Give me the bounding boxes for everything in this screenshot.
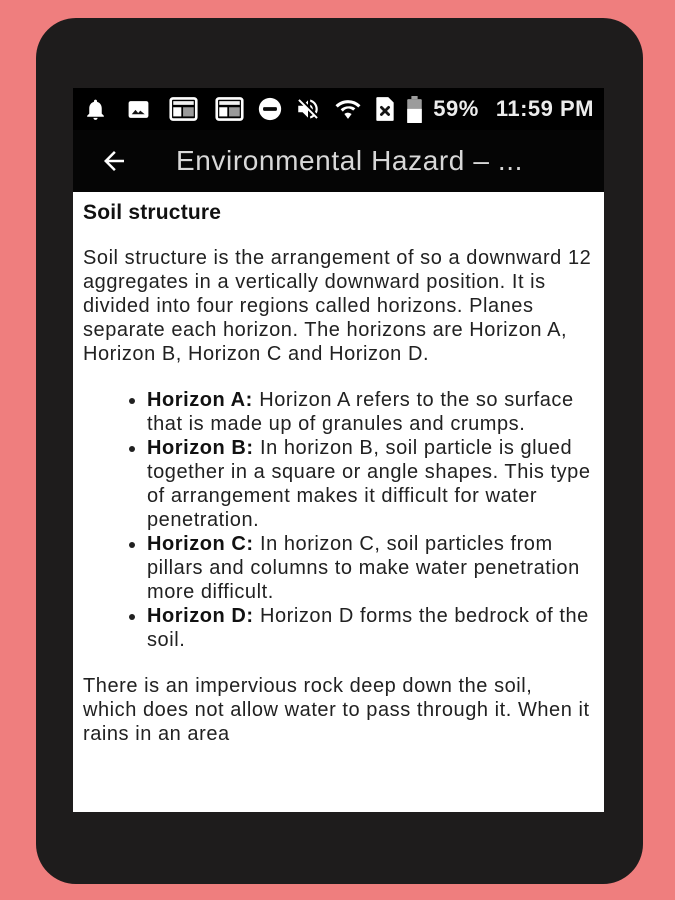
- status-bar: [73, 88, 604, 130]
- list-item-label: Horizon A:: [147, 389, 253, 411]
- article-intro: Soil structure is the arrangement of so a downward 12 aggregates in a vertically downward position. It is divided into four regions called horizons. Planes separate each horizon. The horizons are Horizon A, Horizon B, Horizon C and Horizon D.: [83, 247, 592, 365]
- volume-muted-icon: [294, 96, 322, 122]
- list-item-label: Horizon D:: [147, 605, 254, 627]
- list-item-text: Horizon D forms the bedrock of the soil.: [147, 605, 589, 651]
- list-item: [147, 604, 592, 652]
- list-item-label: Horizon C:: [147, 533, 254, 555]
- app-screen: [73, 88, 604, 812]
- article-content[interactable]: [73, 192, 604, 812]
- battery-percent: 59%: [433, 96, 479, 121]
- do-not-disturb-icon: [257, 96, 283, 122]
- page-title: Environmental Hazard – ...: [175, 145, 524, 176]
- tablet-frame: [36, 18, 643, 884]
- status-bar-notification-icons: [83, 97, 244, 122]
- arrow-left-icon: [99, 146, 129, 176]
- app-bar: [73, 130, 604, 192]
- battery-icon: [407, 96, 422, 123]
- horizon-list: [83, 388, 592, 652]
- file-x-icon: [374, 96, 396, 122]
- status-bar-system-icons: [257, 96, 594, 123]
- window-icon: [215, 97, 244, 121]
- article-heading: Soil structure: [83, 201, 222, 224]
- clock: 11:59 PM: [495, 96, 594, 121]
- image-icon: [125, 97, 152, 122]
- list-item-text: In horizon B, soil particle is glued together in a square or angle shapes. This type of arrangement makes it difficult for water penetration.: [147, 437, 591, 531]
- list-item-text: In horizon C, soil particles from pillars and columns to make water penetration more difficult.: [147, 533, 580, 603]
- list-item: [147, 388, 592, 436]
- list-item: [147, 532, 592, 604]
- list-item: [147, 436, 592, 532]
- wifi-icon: [333, 97, 363, 122]
- list-item-text: Horizon A refers to the so surface that is made up of granules and crumps.: [147, 389, 574, 435]
- back-button[interactable]: [97, 144, 131, 178]
- article-outro: There is an impervious rock deep down the soil, which does not allow water to pass through it. When it rains in an area: [83, 675, 590, 745]
- list-item-label: Horizon B:: [147, 437, 254, 459]
- window-icon: [169, 97, 198, 121]
- bell-icon: [83, 97, 108, 122]
